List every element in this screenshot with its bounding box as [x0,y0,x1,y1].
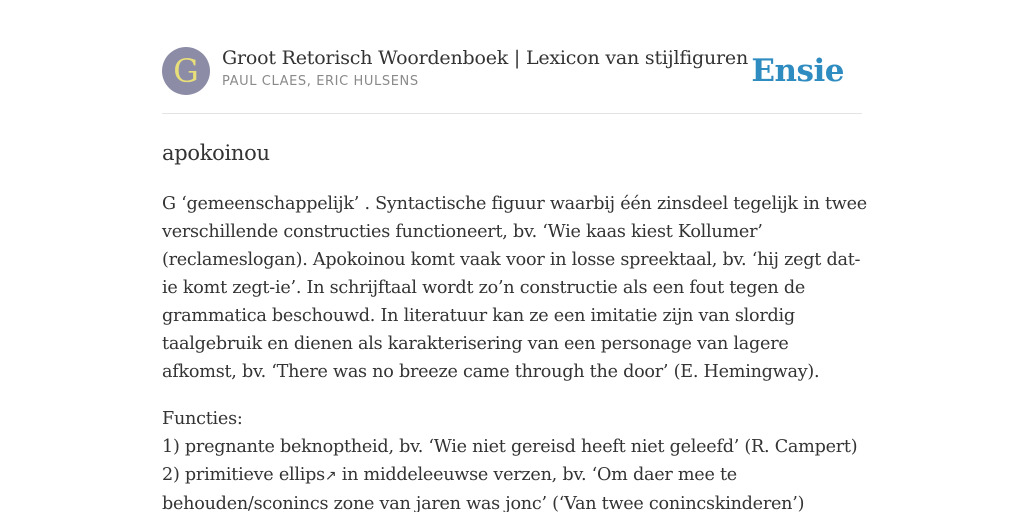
function-item-2-continued: behouden/sconincs zone van jaren was jonc’ (‘Van twee conincskinderen’) [162,494,805,512]
header-divider [162,113,862,114]
entry-body [162,190,868,512]
entry-headword: apokoinou [162,141,270,165]
ellips-link[interactable]: 2) primitieve ellips [162,465,325,485]
functions-section [162,405,868,512]
book-authors: PAUL CLAES, ERIC HULSENS [222,74,419,89]
function-item-2 [162,461,868,490]
functions-label: Functies: [162,409,243,429]
book-title-link[interactable]: Groot Retorisch Woordenboek | Lexicon van stijlfiguren [222,47,748,69]
function-item-2-text: in middeleeuwse verzen, bv. ‘Om daer mee te [336,465,737,485]
book-avatar[interactable]: G [162,47,210,95]
function-item-1: 1) pregnante beknoptheid, bv. ‘Wie niet gereisd heeft niet geleefd’ (R. Campert) [162,437,858,457]
ensie-logo-link[interactable]: Ensie [751,53,844,89]
book-header [162,46,862,96]
entry-definition: G ‘gemeenschappelijk’ . Syntactische figuur waarbij één zinsdeel tegelijk in twee verschillende constructies functioneert, bv. ‘Wie kaas kiest Kollumer’ (reclameslogan). Apokoinou komt vaak voor in losse spreektaal, bv. ‘hij zegt dat-ie komt zegt-ie’. In schrijftaal wordt zo’n constructie als een fout tegen de grammatica beschouwd. In literatuur kan ze een imitatie zijn van slordig taalgebruik en dienen als karakterisering van een personage van lagere afkomst, bv. ‘There was no breeze came through the door’ (E. Hemingway). [162,194,867,382]
external-link-icon[interactable]: ↗ [324,468,337,484]
